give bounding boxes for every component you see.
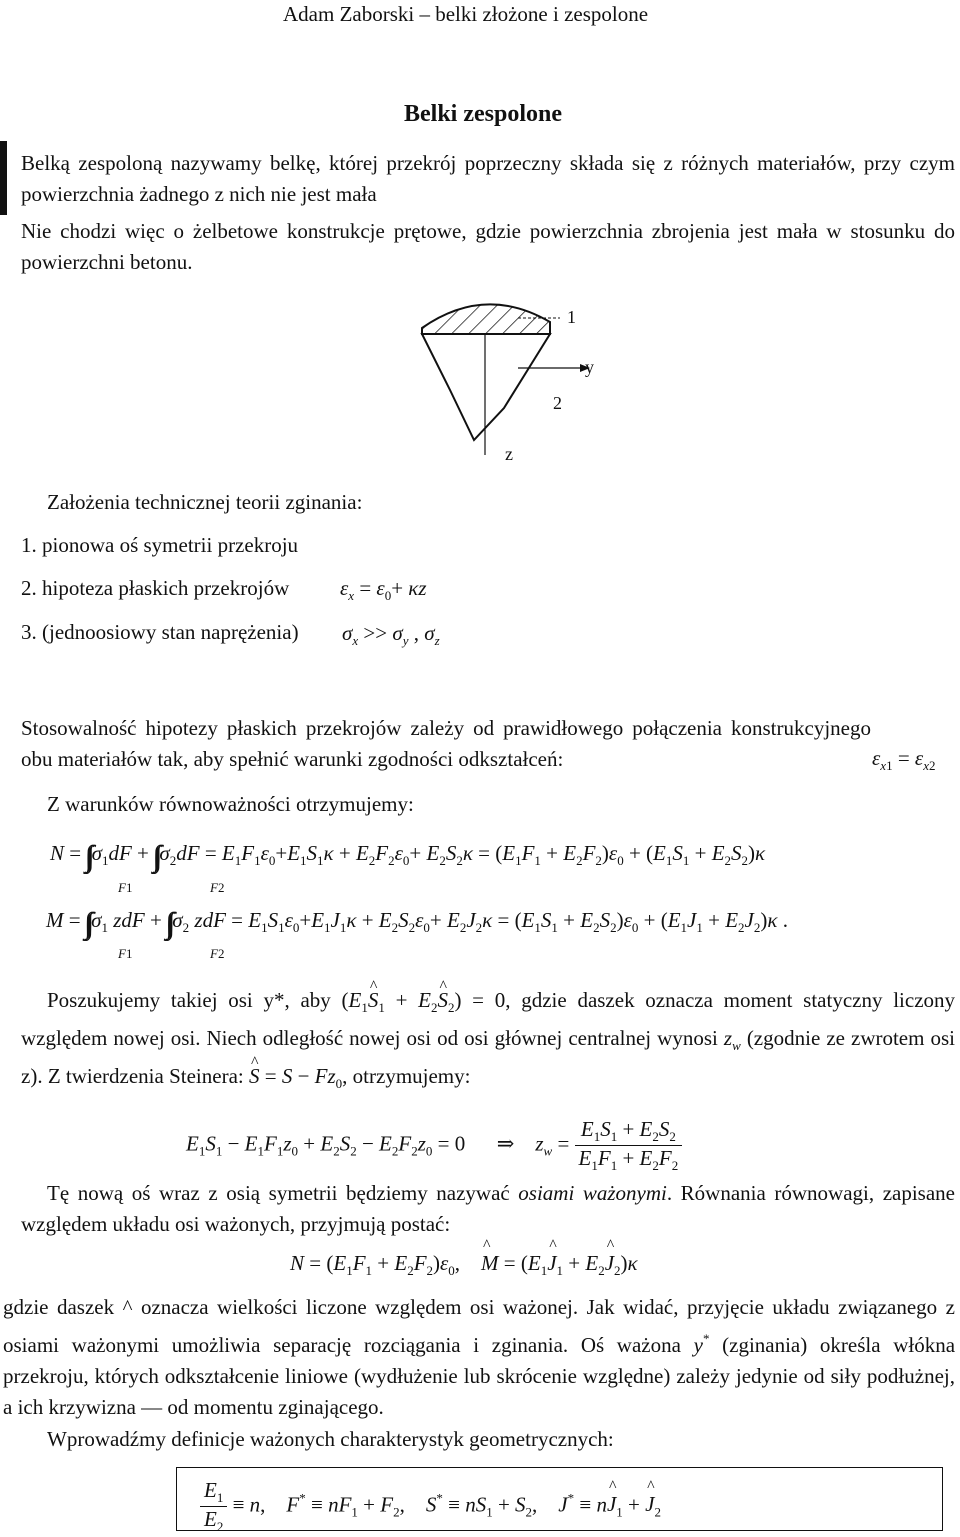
weighted-axis-paragraph: Poszukujemy takiej osi y*, aby ($E_1\^{}$ $S_1$ + $E_2\^{}$ $S_2) = 0$, gdzie daszek oznacza moment statyczny liczony względem nowej osi. Niech odległość nowej osi od osi głównej centralnej wynosi $z_w$ (zgodnie ze zwrotem osi z). Z twierdzenia Steinera: ^ $S = S - Fz_0$, otrzymujemy:: [21, 985, 955, 1099]
limits-m-2: F2: [210, 946, 225, 961]
formula-uniaxial-stress: $\sigma_x >> \sigma_y$ , $\sigma_z$: [342, 621, 440, 648]
part-2-outline: [422, 334, 550, 440]
section-title: Belki zespolone: [404, 101, 563, 127]
cross-section-figure: [410, 290, 610, 470]
formula-zw-derivation: $E_1S_1 - E_1F_1z_0 + E_2S_2 - E_2F_2z_0 = 0$ ⇒ $z_w$ = $\frac{E_1S_1 + E_2S_2}{E_1F_1 + E_2F_2}$: [186, 1117, 682, 1174]
limits-n-2: F2: [210, 880, 225, 895]
figure-label-2: 2: [553, 393, 562, 413]
limits-m: F1: [118, 946, 133, 961]
equivalence-paragraph: Z warunków równoważności otrzymujemy:: [47, 792, 414, 816]
figure-label-y: y: [585, 357, 594, 377]
formula-definitions: $\frac{E_1}{E_2}$ ≡ n, $F^* \equiv nF_1 + F_2$, $S^* \equiv nS_1 + S_2$, J* ≡ n^ $J_1$ + ^ $J_2$: [200, 1478, 661, 1535]
figure-label-z: z: [505, 444, 513, 464]
fraction-zw: $\frac{E_1S_1 + E_2S_2}{E_1F_1 + E_2F_2}$: [575, 1117, 683, 1174]
formula-strain-compatibility: $\varepsilon_{x1} = \varepsilon_{x2}$: [872, 746, 936, 773]
definitions-paragraph: Wprowadźmy definicje ważonych charakterystyk geometrycznych:: [47, 1427, 614, 1451]
formula-bending-moment: $M = \sigma_1$ zdF + $\sigma_2$ zdF = $E_1S_1\varepsilon_0+E_1J_1\kappa + E_2S_2\varepsilon_0+ E_2J_2\kappa = (E_1S_1 + E_2S_2)\varepsilon_0 + (E_1J_1 + E_2J_2)\kappa$ .: [46, 908, 788, 935]
formula-plane-sections: $\varepsilon_x = \varepsilon_0+ \kappa z$: [340, 576, 427, 603]
separation-paragraph: gdzie daszek ^ oznacza wielkości liczone względem osi ważonej. Jak widać, przyjęcie układu związanego z osiami ważonymi umożliwia separację rozciągania i zginania. Oś ważona y* (zginania) określa włókna przekroju, których odkształcenie liniowe (wydłużenie lub skrócenie względne) zależy jedynie od siły podłużnej, a ich krzywizna — od momentu zginającego.: [3, 1295, 956, 1419]
intro-paragraph-2: Nie chodzi więc o żelbetowe konstrukcje prętowe, gdzie powierzchnia zbrojenia jest mała w stosunku do powierzchni betonu.: [21, 219, 955, 274]
figure-label-1: 1: [567, 307, 576, 327]
assumption-1: 1. pionowa oś symetrii przekroju: [21, 533, 299, 557]
assumption-3: 3. (jednoosiowy stan naprężenia): [21, 620, 299, 644]
part-1-hatched: [422, 304, 550, 334]
weighted-axes-paragraph: Tę nową oś wraz z osią symetrii będziemy nazywać osiami ważonymi. Równania równowagi, zapisane względem układu osi ważonych, przyjmują postać:: [21, 1181, 955, 1236]
limits-n: F1: [118, 880, 133, 895]
compatibility-paragraph: Stosowalność hipotezy płaskich przekrojów zależy od prawidłowego połączenia konstrukcyjnego obu materiałów tak, aby spełnić warunki zgodności odkształceń:: [21, 716, 871, 771]
assumption-2: 2. hipoteza płaskich przekrojów: [21, 576, 290, 600]
margin-bar: [0, 141, 7, 215]
running-header: Adam Zaborski – belki złożone i zespolone: [283, 2, 649, 26]
formula-weighted-equilibrium: $N = (E_1F_1 + E_2F_2)\varepsilon_0$, ^ $M = (E_1\^{}$ $J_1$ + $E_2\^{}$ $J_2)\kappa$: [290, 1251, 638, 1279]
intro-paragraph-1: Belką zespoloną nazywamy belkę, której przekrój poprzeczny składa się z różnych materiałów, przy czym powierzchnia żadnego z nich nie jest mała: [21, 151, 955, 206]
formula-normal-force: $N = \sigma_1dF + \sigma_2dF = E_1F_1\varepsilon_0+E_1S_1\kappa + E_2F_2\varepsilon_0+ E_2S_2\kappa = (E_1F_1 + E_2F_2)\varepsilon_0 + (E_1S_1 + E_2S_2)\kappa$: [50, 841, 766, 868]
assumptions-heading: Założenia technicznej teorii zginania:: [47, 490, 363, 514]
